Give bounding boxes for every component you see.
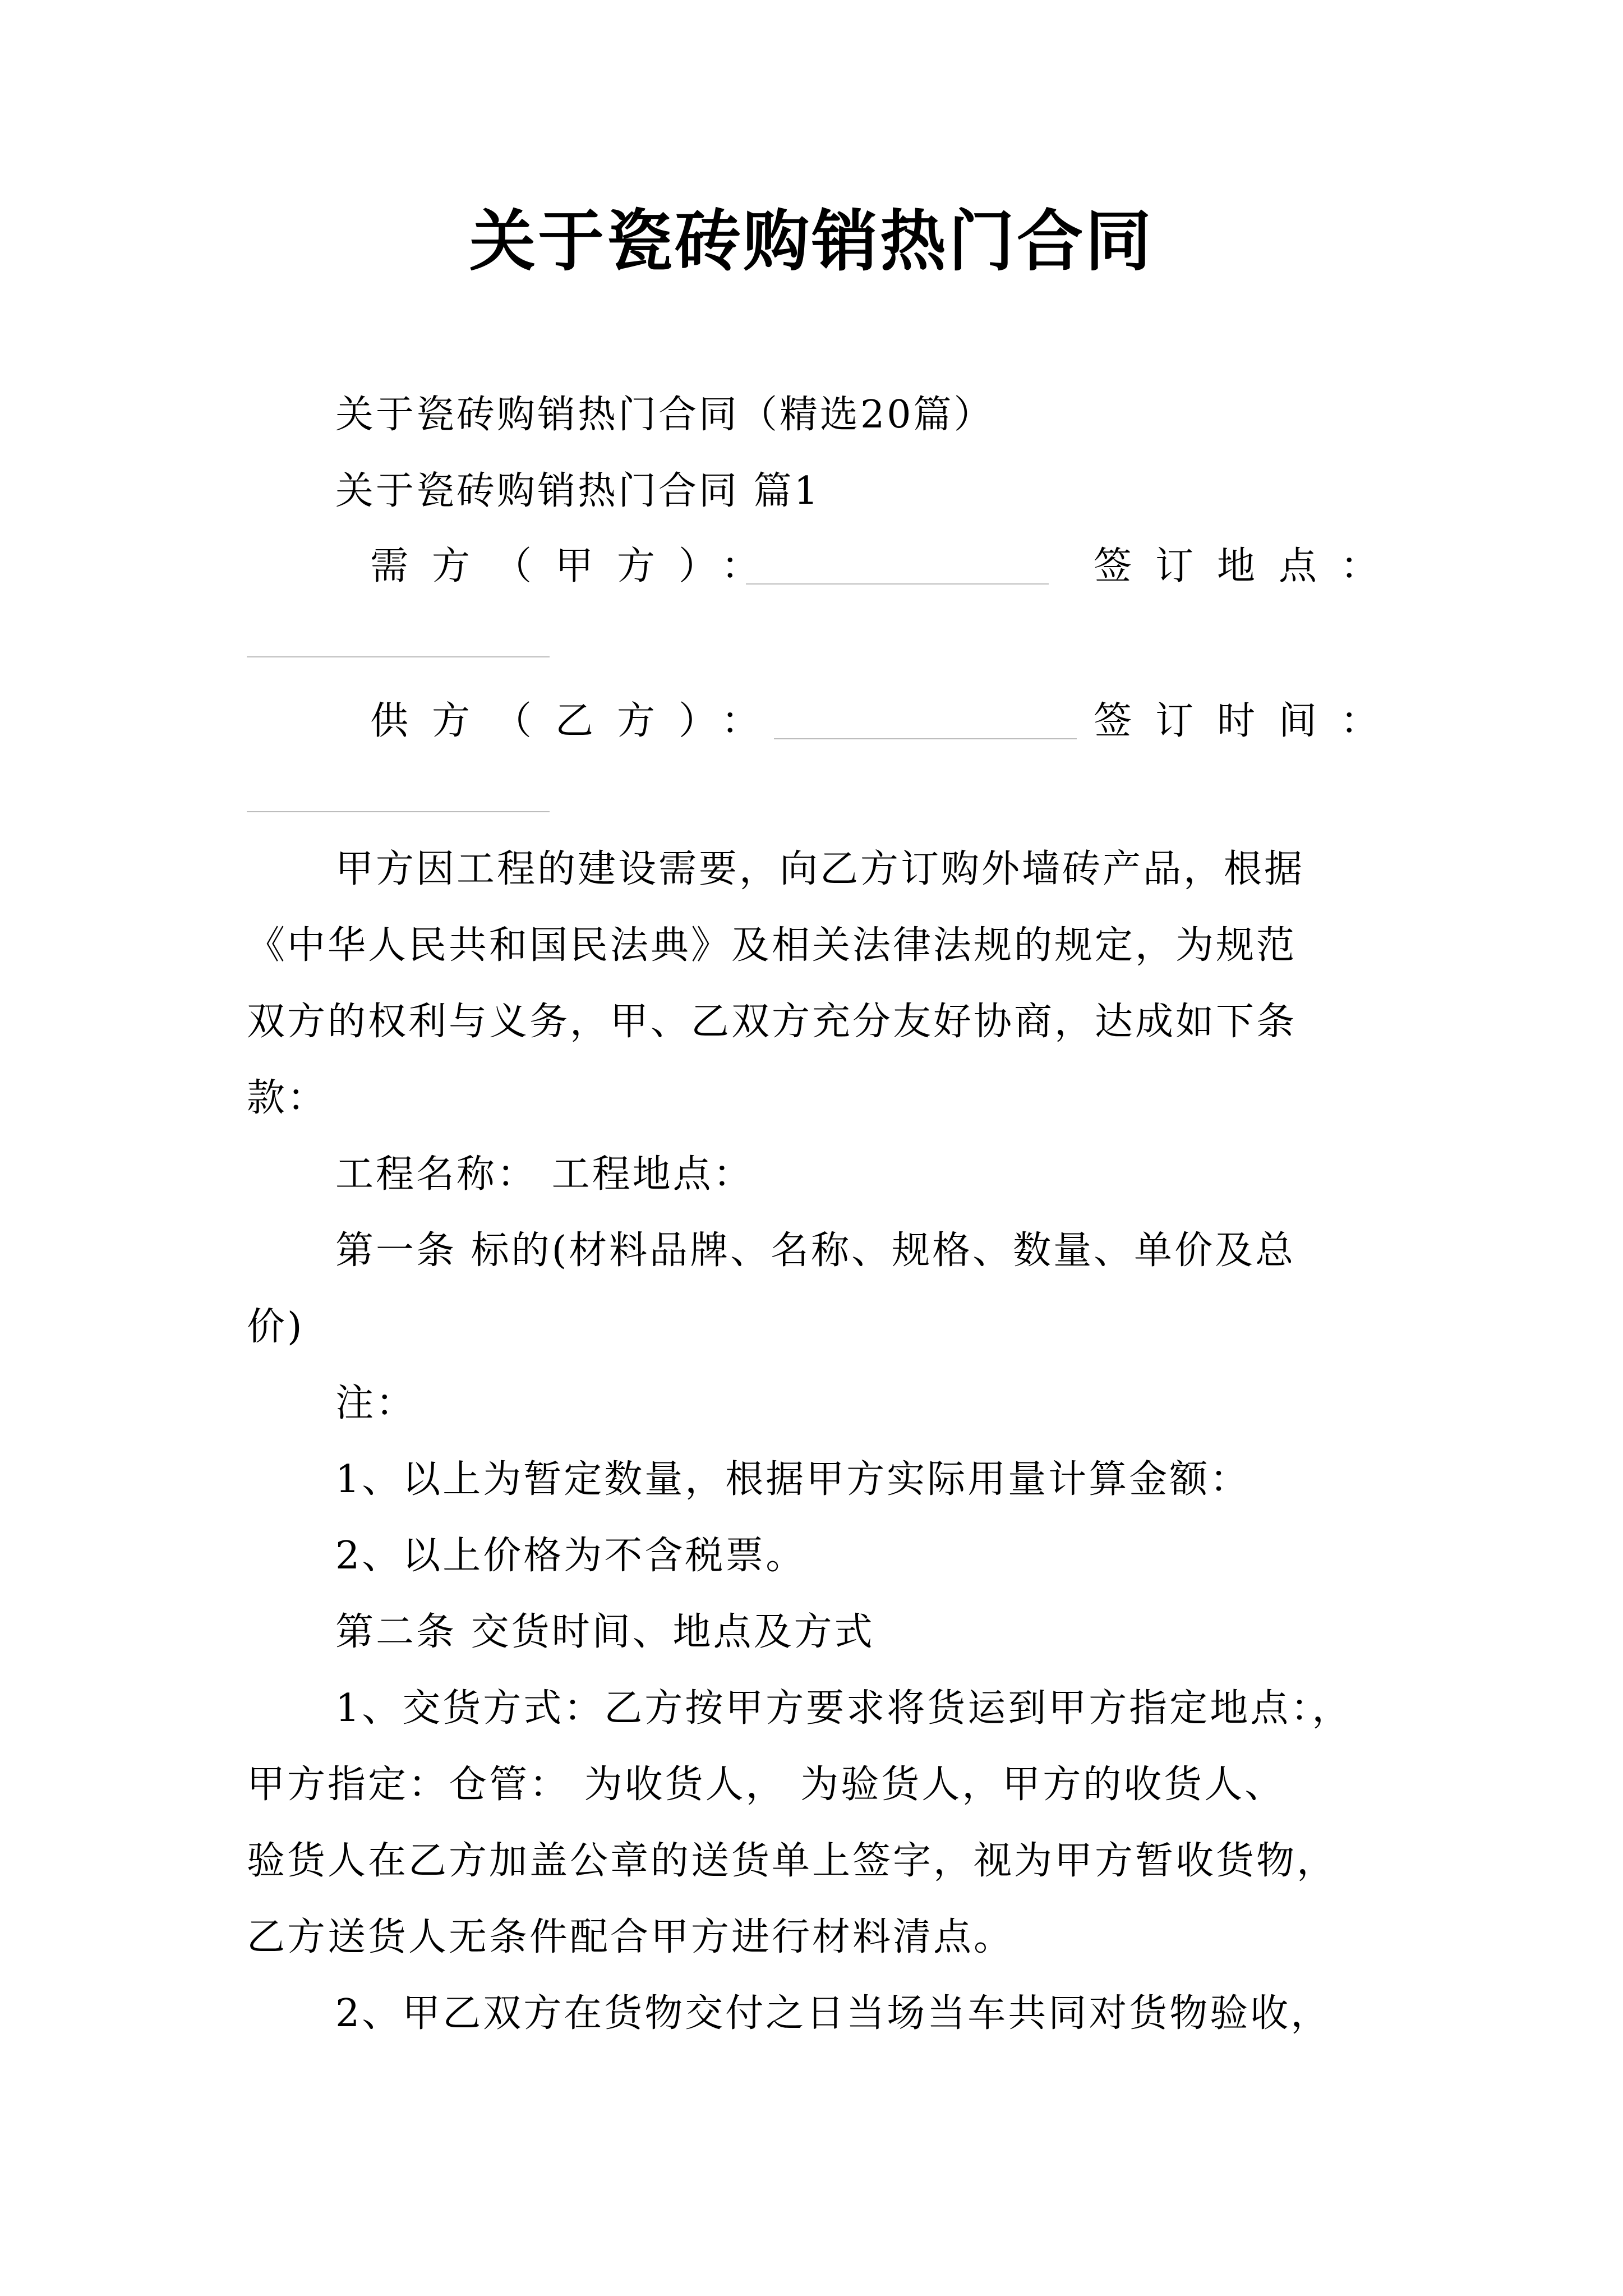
note-2: 2、以上价格为不含税票。 (335, 1534, 806, 1578)
document-subtitle: 关于瓷砖购销热门合同（精选20篇） (335, 393, 994, 437)
delivery-line-2: 甲方指定：仓管： 为收货人， 为验货人，甲方的收货人、 (247, 1763, 1285, 1807)
intro-line-4: 款： (247, 1076, 328, 1120)
article1-line-2: 价) (247, 1305, 305, 1349)
sign-place-label: 签订地点： (1094, 544, 1403, 588)
sign-time-label: 签订时间： (1094, 699, 1403, 743)
note-1: 1、以上为暂定数量，根据甲方实际用量计算金额： (335, 1457, 1251, 1502)
party-b-blank (774, 738, 1077, 739)
project-line: 工程名称： 工程地点： (335, 1152, 754, 1197)
delivery-line-3: 验货人在乙方加盖公章的送货单上签字，视为甲方暂收货物， (247, 1839, 1338, 1883)
intro-line-3: 双方的权利与义务，甲、乙双方充分友好协商，达成如下条 (247, 1000, 1297, 1044)
sign-time-blank (247, 811, 550, 812)
article1-line-1: 第一条 标的(材料品牌、名称、规格、数量、单价及总 (335, 1228, 1296, 1273)
inspection-line: 2、甲乙双方在货物交付之日当场当车共同对货物验收， (335, 1991, 1331, 2036)
party-b-label: 供方（乙方）： (370, 699, 783, 743)
section-heading: 关于瓷砖购销热门合同 篇1 (335, 469, 820, 513)
delivery-line-1: 1、交货方式：乙方按甲方要求将货运到甲方指定地点：， (335, 1686, 1353, 1731)
intro-line-1: 甲方因工程的建设需要，向乙方订购外墙砖产品，根据 (335, 847, 1305, 891)
article2-heading: 第二条 交货时间、地点及方式 (335, 1610, 875, 1654)
party-a-blank (746, 583, 1049, 585)
sign-place-blank (247, 656, 550, 657)
intro-line-2: 《中华人民共和国民法典》及相关法律法规的规定，为规范 (247, 923, 1297, 968)
party-a-label: 需方（甲方）： (370, 544, 783, 588)
document-title: 关于瓷砖购销热门合同 (469, 202, 1154, 280)
delivery-line-4: 乙方送货人无条件配合甲方进行材料清点。 (247, 1915, 1015, 1959)
note-label: 注： (335, 1381, 417, 1425)
